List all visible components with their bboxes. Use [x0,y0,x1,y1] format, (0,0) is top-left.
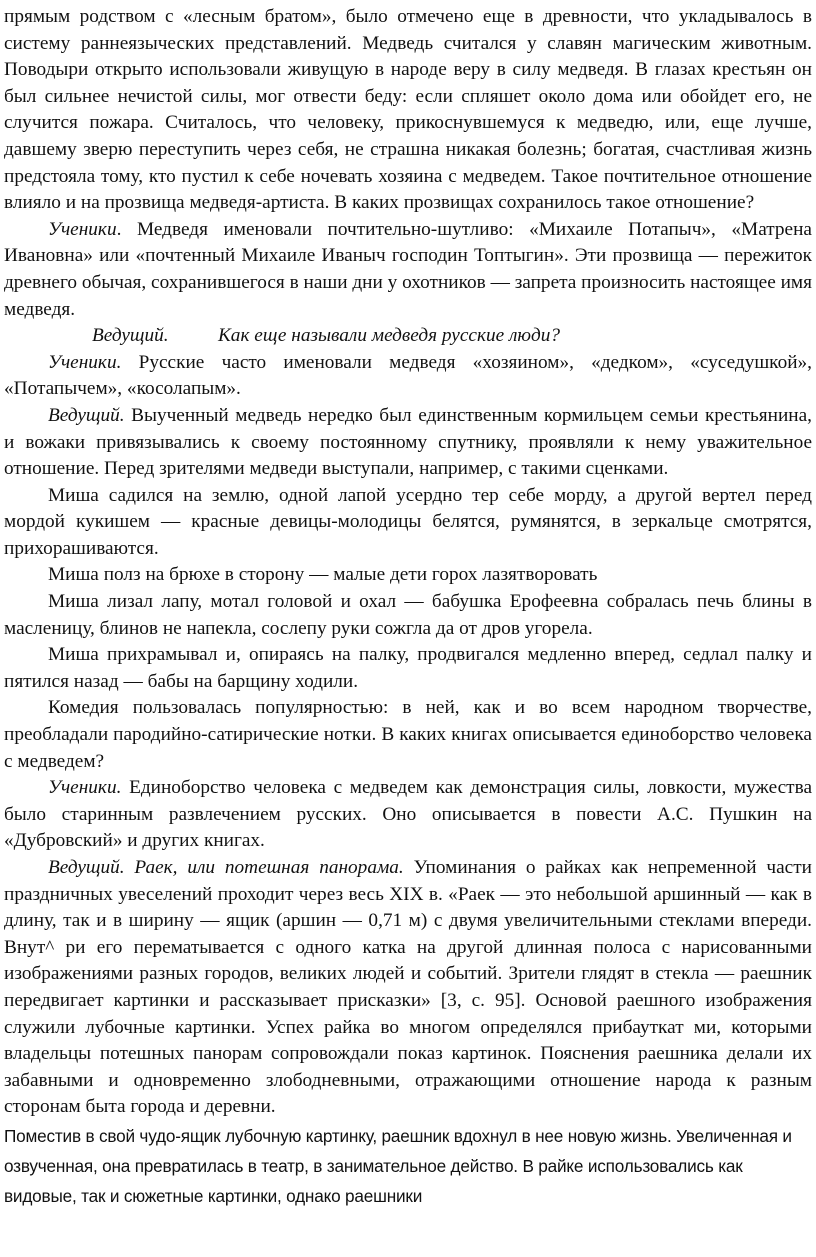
paragraph-2 [4,217,812,323]
paragraph-1-text: прямым родством с «лесным братом», было отмечено еще в древности, что укладывалось в систему раннеязыческих представлений. Медведь считался у славян магическим животным. Поводыри открыто использовали живущую в народе веру в силу медведя. В глазах крестьян он был сильнее нечистой силы, мог отвести беду: если спляшет около дома или обойдет его, не случится пожара. Считалось, что человеку, прикоснувшемуся к медведю, или, еще лучше, давшему зверю переступить через себя, не страшна никакая болезнь; богатая, счастливая жизнь предстояла тому, кто пустил к себе ночевать хозяина с медведем. Такое почтительное отношение влияло и на прозвища медведя-артиста. В каких прозвищах сохранилось такое отношение? [4,6,812,214]
speaker-label: Ученики [48,218,117,240]
paragraph-10-text: Комедия пользовалась популярностью: в ней, как и во всем народном творчестве, преобладали пародийно-сатирические нотки. В каких книгах описывается единоборство человека с медведем? [4,697,812,772]
paragraph-8-text: Миша лизал лапу, мотал головой и охал — бабушка Ерофеевна собралась печь блины в масленицу, блинов не напекла, сослепу руки сожгла да от дров угорела. [4,591,812,639]
paragraph-8 [4,589,812,642]
paragraph-9 [4,642,812,695]
paragraph-3 [4,323,812,350]
paragraph-13-text: Поместив в свой чудо-ящик лубочную картинку, раешник вдохнул в нее новую жизнь. Увеличенная и озвученная, она превратилась в театр, в занимательное действо. В райке использовались как видовые, так и сюжетные картинки, однако раешники [4,1125,792,1206]
speaker-label: Ведущий. [92,325,169,347]
paragraph-10 [4,695,812,775]
host-question: Как еще называли медведя русские люди? [218,325,561,347]
paragraph-6 [4,483,812,563]
paragraph-7-text: Миша полз на брюхе в сторону — малые дети горох лазятворовать [48,564,598,586]
paragraph-5-text: Выученный медведь нередко был единственным кормильцем семьи крестьянина, и вожаки привязывались к своему постоянному спутнику, проявляли к нему уважительное отношение. Перед зрителями медведи выступали, например, с такими сценками. [4,404,812,480]
paragraph-4 [4,350,812,403]
paragraph-13 [4,1121,812,1211]
paragraph-6-text: Миша садился на землю, одной лапой усердно тер себе морду, а другой вертел перед мордой кукишем — красные девицы-молодицы белятся, румянятся, в зеркальце смотрятся, прихорашиваются. [4,484,812,559]
paragraph-11 [4,775,812,855]
paragraph-5 [4,403,812,483]
paragraph-11-text: Единоборство человека с медведем как демонстрация силы, ловкости, мужества было старинным развлечением русских. Оно описывается в повести А.С. Пушкин на «Дубровский» и других книгах. [4,777,812,852]
paragraph-12-text: Упоминания о райках как непременной части праздничных увеселений проходит через весь XIX в. «Раек — это небольшой аршинный — как в длину, так и в ширину — ящик (аршин — 0,71 м) с двумя увеличительными стеклами впереди. Внут^ ри его перематывается с одного катка на другой длинная полоса с нарисованными изображениями разных городов, великих людей и событий. Зрители глядят в стекла — раешник передвигает картинки и рассказывает присказки» [3, с. 95]. Основой раешного изображения служили лубочные картинки. Успех райка во многом определялся прибауткат ми, которыми владельцы потешных панорам сопровождали показ картинок. Пояснения раешника делали их забавными и одновременно злободневными, отражающими отношение народа к разным сторонам быта города и деревни. [4,857,812,1118]
speaker-label: Ученики. [48,777,122,799]
paragraph-1 [4,4,812,217]
speaker-label: Ведущий. [48,404,125,426]
paragraph-2-text: . Медведя именовали почтительно-шутливо: «Михаиле Потапыч», «Матрена Ивановна» или «почтенный Михаиле Иваныч господин Топтыгин». Эти прозвища — пережиток древнего обычая, сохранившегося в наши дни у охотников — запрета произносить настоящее имя медведя. [4,218,812,320]
paragraph-12 [4,855,812,1121]
paragraph-7 [4,562,812,589]
speaker-label: Ученики. [48,351,122,373]
speaker-label: Ведущий. Раек, или потешная панорама. [48,857,404,878]
paragraph-9-text: Миша прихрамывал и, опираясь на палку, продвигался медленно вперед, седлал палку и пятился назад — бабы на барщину ходили. [4,644,812,692]
paragraph-4-text: Русские часто именовали медведя «хозяином», «дедком», «суседушкой», «Потапычем», «косолапым». [4,351,812,400]
